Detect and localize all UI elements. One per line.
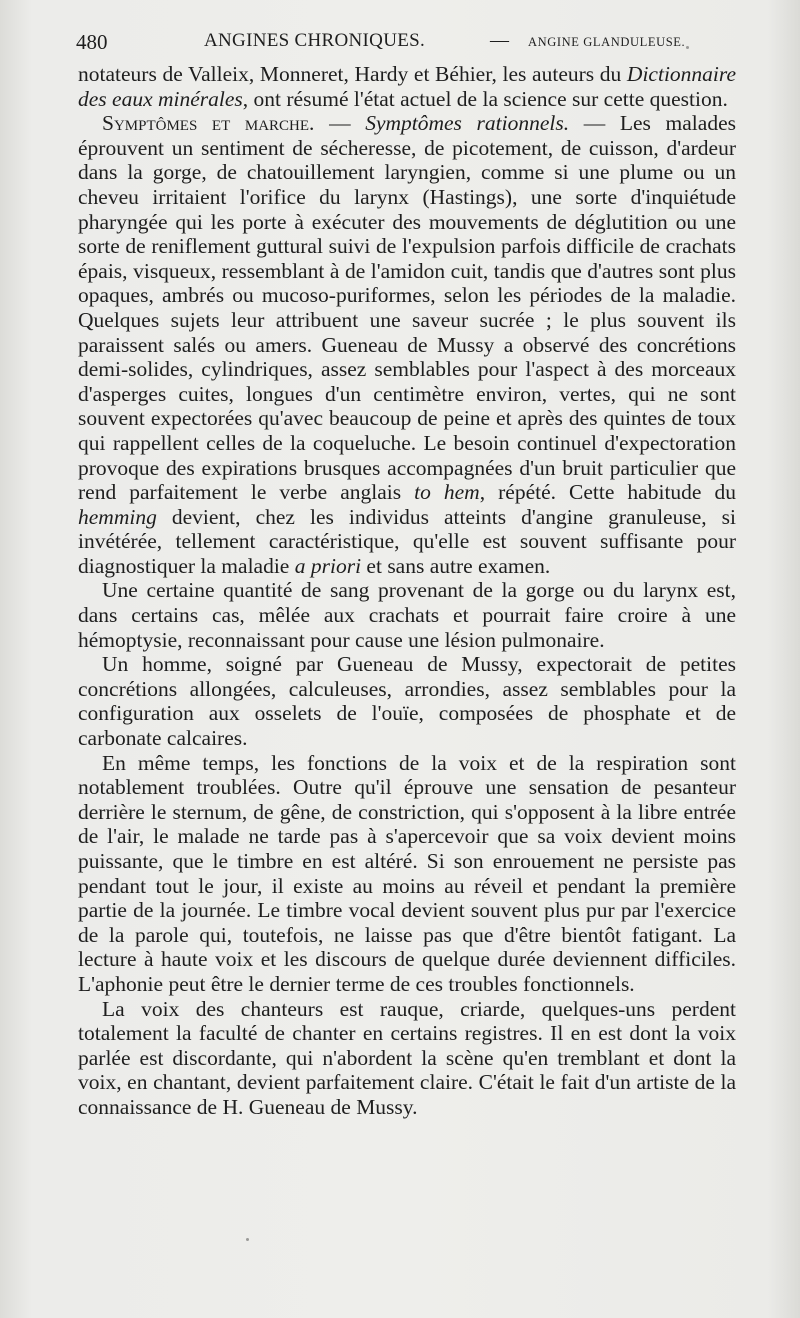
paragraph [78,751,736,997]
body-text-segment: , répété. Cette habitude du [479,480,736,505]
paragraph [78,578,736,652]
body-text-segment: notateurs de Valleix, Monneret, Hardy et Béhier, les auteurs du [78,62,627,86]
body-text-segment: — Les malades éprouvent un sentiment de sécheresse, de picotement, de cuisson, d'ardeur dans la gorge, de chatouillement laryngien, comme si une plume ou un cheveu irritaient l'orifice du larynx (Hastings), une sorte d'inquiétude pharyngée qui les porte à exécuter des mouvements de déglutition ou une sorte de reniflement guttural suivi de l'expulsion parfois difficile de crachats épais, visqueux, ressemblant à de l'amidon cuit, tandis que d'autres sont plus opaques, ambrés ou mucoso-puriformes, selon les périodes de la maladie. Quelques sujets leur attribuent une saveur sucrée ; le plus souvent ils paraissent salés ou amers. Gueneau de Mussy a observé des concrétions demi-solides, cylindriques, assez semblables pour l'aspect à des morceaux d'asperges cuites, longues d'un centimètre environ, vertes, qui ne sont souvent expectorées qu'avec beaucoup de peine et après des quintes de toux qui rappellent celles de la coqueluche. Le besoin continuel d'expectoration provoque des expirations brusques accompagnées d'un bruit particulier que rend parfaitement le verbe anglais [78,111,736,505]
italic-text: a priori [294,553,362,578]
body-text-segment: Une certaine quantité de sang provenant de la gorge ou du larynx est, dans certains cas, mêlée aux crachats et pourrait faire croire à une hémoptysie, reconnaissant pour cause une lésion pulmonaire. [78,578,736,652]
body-text-segment: La voix des chanteurs est rauque, criarde, quelques-uns perdent totalement la faculté de chanter en certains registres. Il en est dont la voix parlée est discordante, qui n'abordent la scène qu'en tremblant et dont la voix, en chantant, devient parfaitement claire. C'était le fait d'un artiste de la connaissance de H. Gueneau de Mussy. [78,996,736,1119]
body-text-segment: devient, chez les individus atteints d'angine granuleuse, si invétérée, tellement caractéristique, qu'elle est souvent suffisante pour diagnostiquer la maladie [78,504,736,578]
body-text-segment: — [314,111,366,136]
paragraph [78,652,736,750]
paper-speck [246,1238,249,1241]
running-separator: — [490,30,509,51]
section-heading: Symptômes et marche. [102,111,315,136]
paragraph [78,997,736,1120]
italic-text: hemming [78,504,157,529]
page-number: 480 [76,30,108,54]
italic-text: Dictionnaire des eaux minérales [78,62,736,111]
body-text-segment: et sans autre examen. [361,553,551,578]
running-title: ANGINES CHRONIQUES. [204,30,426,51]
body-text-segment: , ont résumé l'état actuel de la science sur cette question. [242,86,728,111]
running-header [76,30,736,58]
running-subtitle: ANGINE GLANDULEUSE. [528,35,686,49]
italic-text: Symptômes rationnels. [365,111,570,136]
paper-speck [686,46,689,49]
paragraph [78,111,736,578]
italic-text: to hem [414,480,480,505]
body-text-segment: En même temps, les fonctions de la voix et de la respiration sont notablement troublées. Outre qu'il éprouve une sensation de pesanteur derrière le sternum, de gêne, de constriction, qui s'opposent à la libre entrée de l'air, le malade ne tarde pas à s'apercevoir que sa voix devient moins puissante, que le timbre en est altéré. Si son enrouement ne persiste pas pendant tout le jour, il existe au moins au réveil et pendant la première partie de la journée. Le timbre vocal devient souvent plus pur par l'exercice de la parole qui, toutefois, ne laisse pas que d'être bientôt fatigant. La lecture à haute voix et les discours de quelque durée deviennent difficiles. L'aphonie peut être le dernier terme de ces troubles fonctionnels. [78,750,736,996]
body-text-segment: Un homme, soigné par Gueneau de Mussy, expectorait de petites concrétions allongées, calculeuses, arrondies, assez semblables pour la configuration aux osselets de l'ouïe, composées de phosphate et de carbonate calcaires. [78,652,736,751]
body-text [78,62,736,1120]
paragraph [78,62,736,111]
